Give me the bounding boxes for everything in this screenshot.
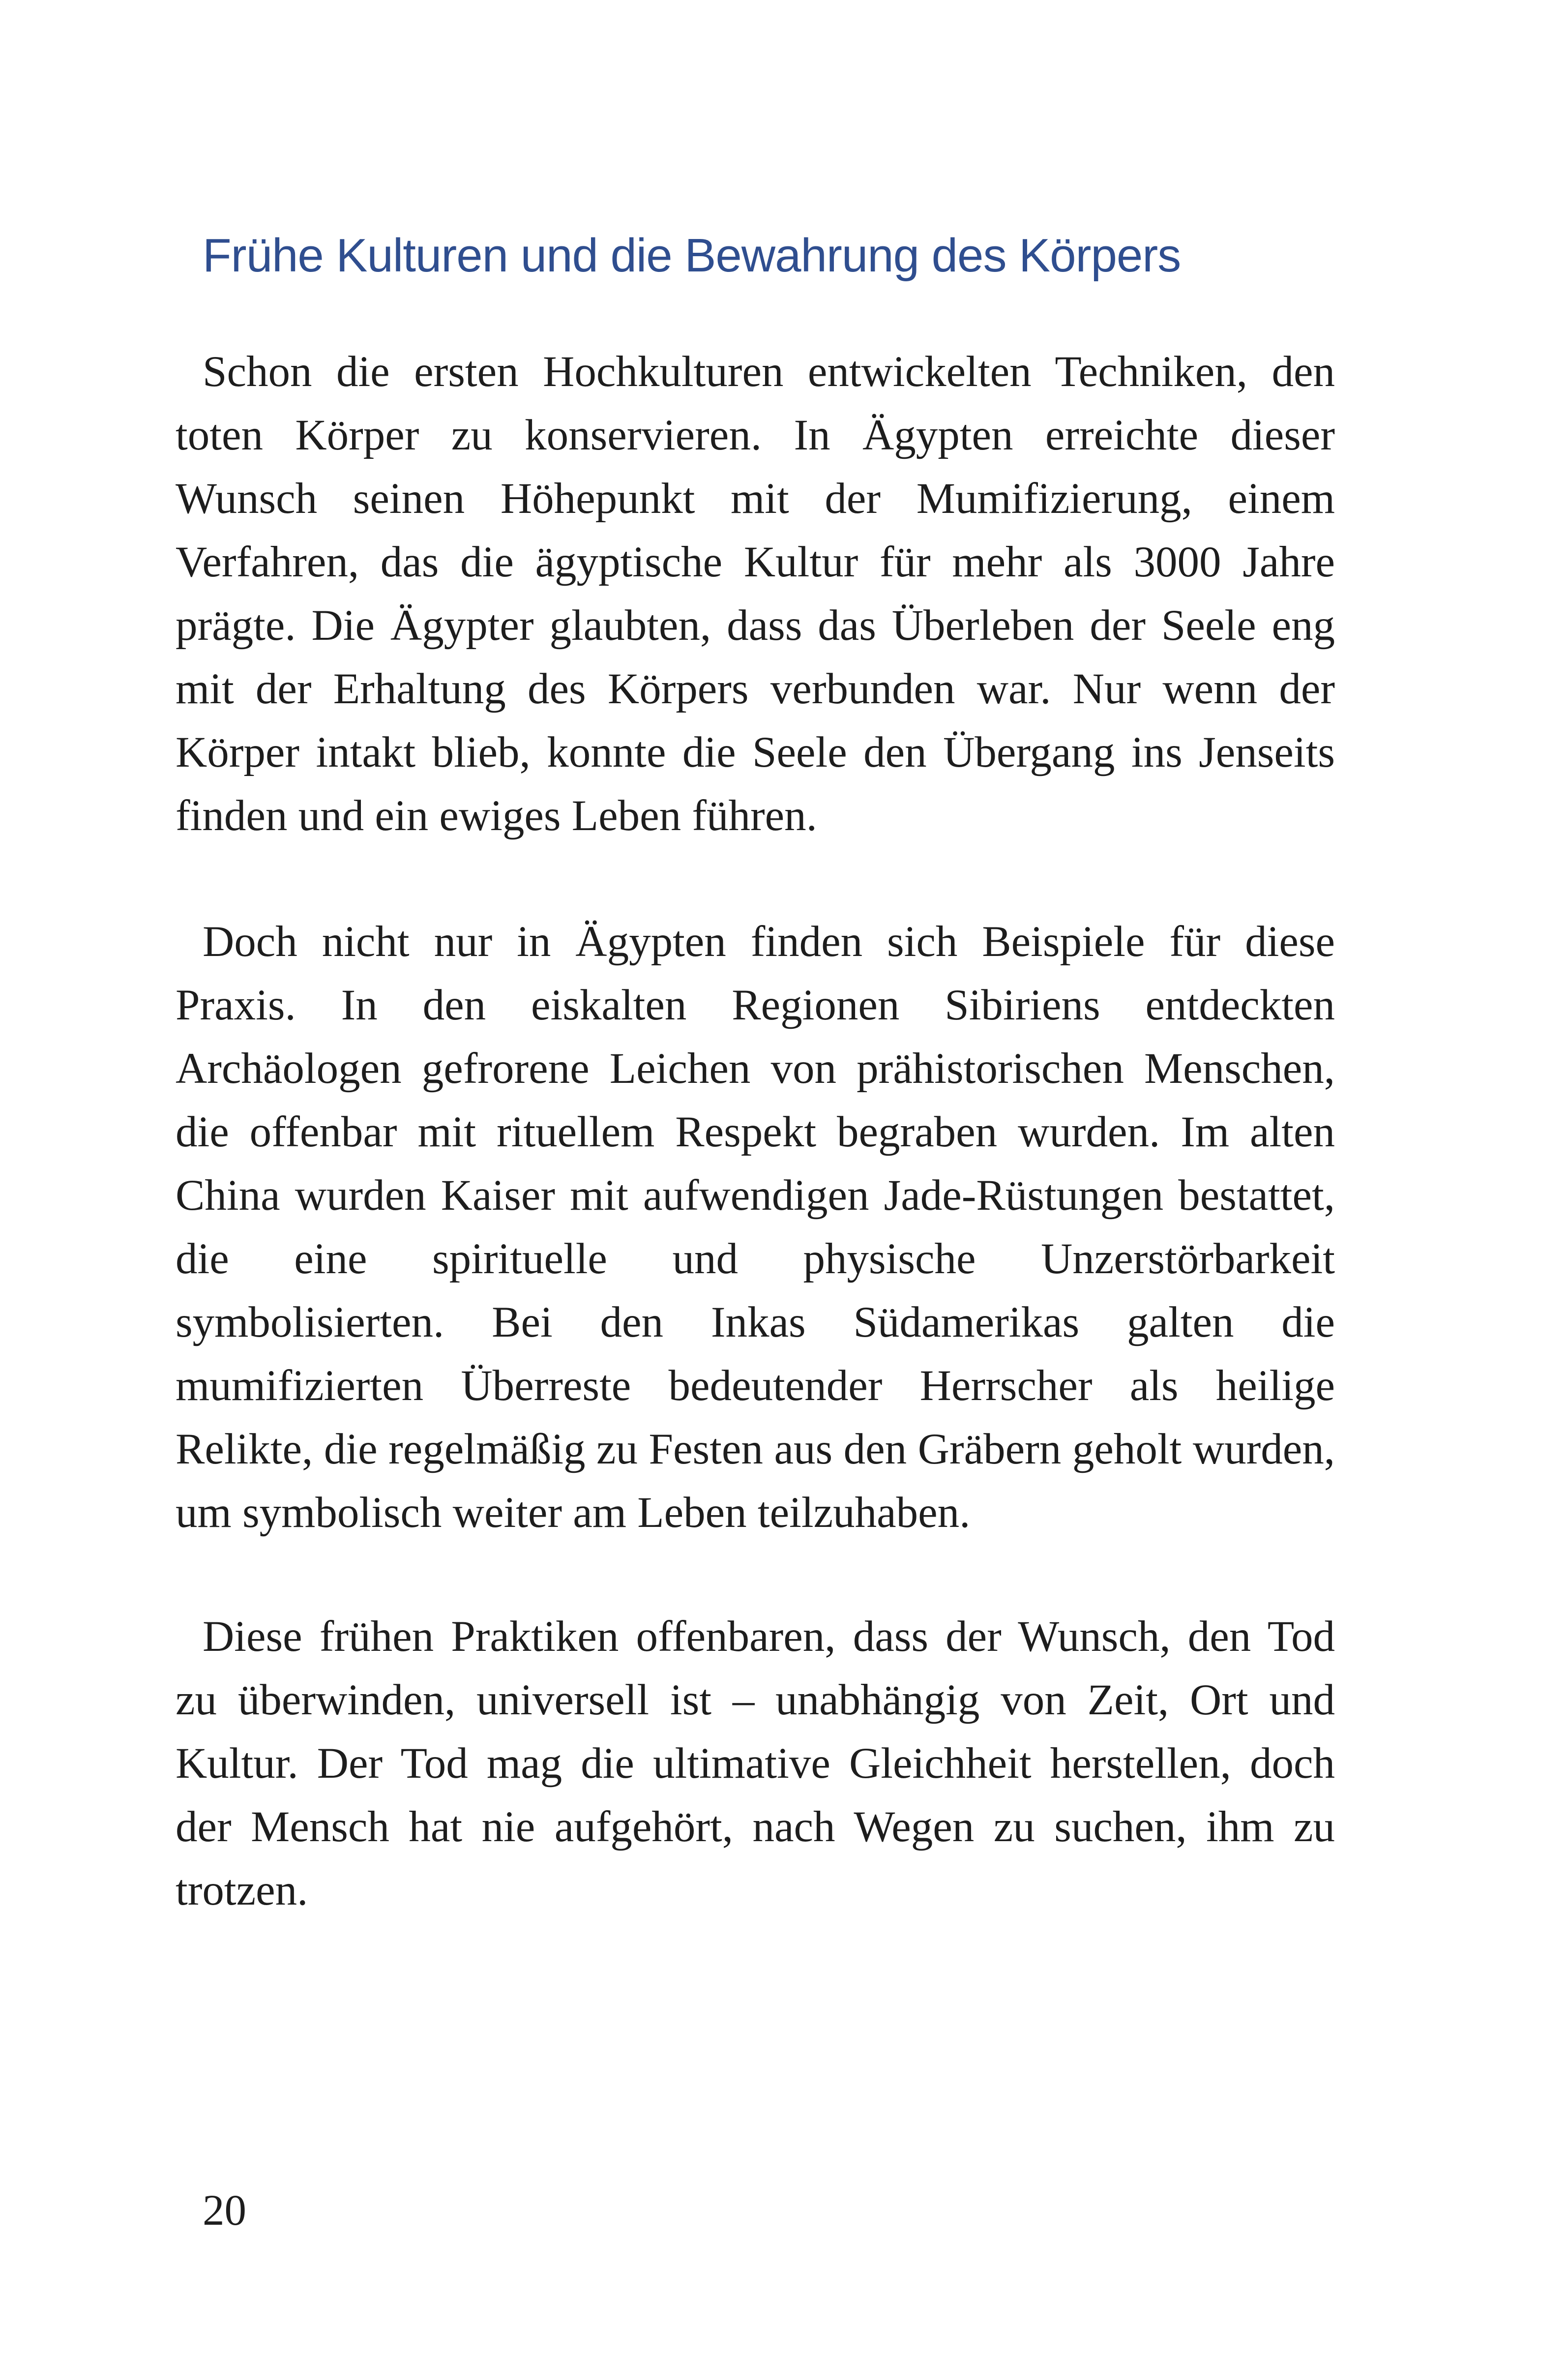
paragraph-other-cultures: Doch nicht nur in Ägypten finden sich Beispiele für diese Praxis. In den eiskalten Regionen Sibiriens entdeckten Archäologen gefrorene Leichen von prähistorischen Menschen, die offenbar mit rituellem Respekt begraben wurden. Im alten China wurden Kaiser mit aufwendigen Jade-Rüstungen bestattet, die eine spirituelle und physische Unzerstörbarkeit symbolisierten. Bei den Inkas Südamerikas galten die mumifizierten Überreste bedeutender Herrscher als heilige Relikte, die regelmäßig zu Festen aus den Gräbern geholt wurden, um symbolisch weiter am Leben teilzuhaben. [176,918,1335,1537]
paragraph-mummification-egypt: Schon die ersten Hochkulturen entwickelten Techniken, den toten Körper zu konservieren. In Ägypten erreichte dieser Wunsch seinen Höhepunkt mit der Mumifizierung, einem Verfahren, das die ägyptische Kultur für mehr als 3000 Jahre prägte. Die Ägypter glaubten, dass das Überleben der Seele eng mit der Erhaltung des Körpers verbunden war. Nur wenn der Körper intakt blieb, konnte die Seele den Übergang ins Jenseits finden und ein ewiges Leben führen. [176,348,1335,840]
chapter-heading: Frühe Kulturen und die Bewahrung des Körpers [203,229,1181,282]
paragraph-conclusion: Diese frühen Praktiken offenbaren, dass der Wunsch, den Tod zu überwinden, universell ist – unabhängig von Zeit, Ort und Kultur. Der Tod mag die ultimative Gleichheit herstellen, doch der Mensch hat nie aufgehört, nach Wegen zu suchen, ihm zu trotzen. [176,1612,1335,1914]
page-number: 20 [203,2186,246,2235]
